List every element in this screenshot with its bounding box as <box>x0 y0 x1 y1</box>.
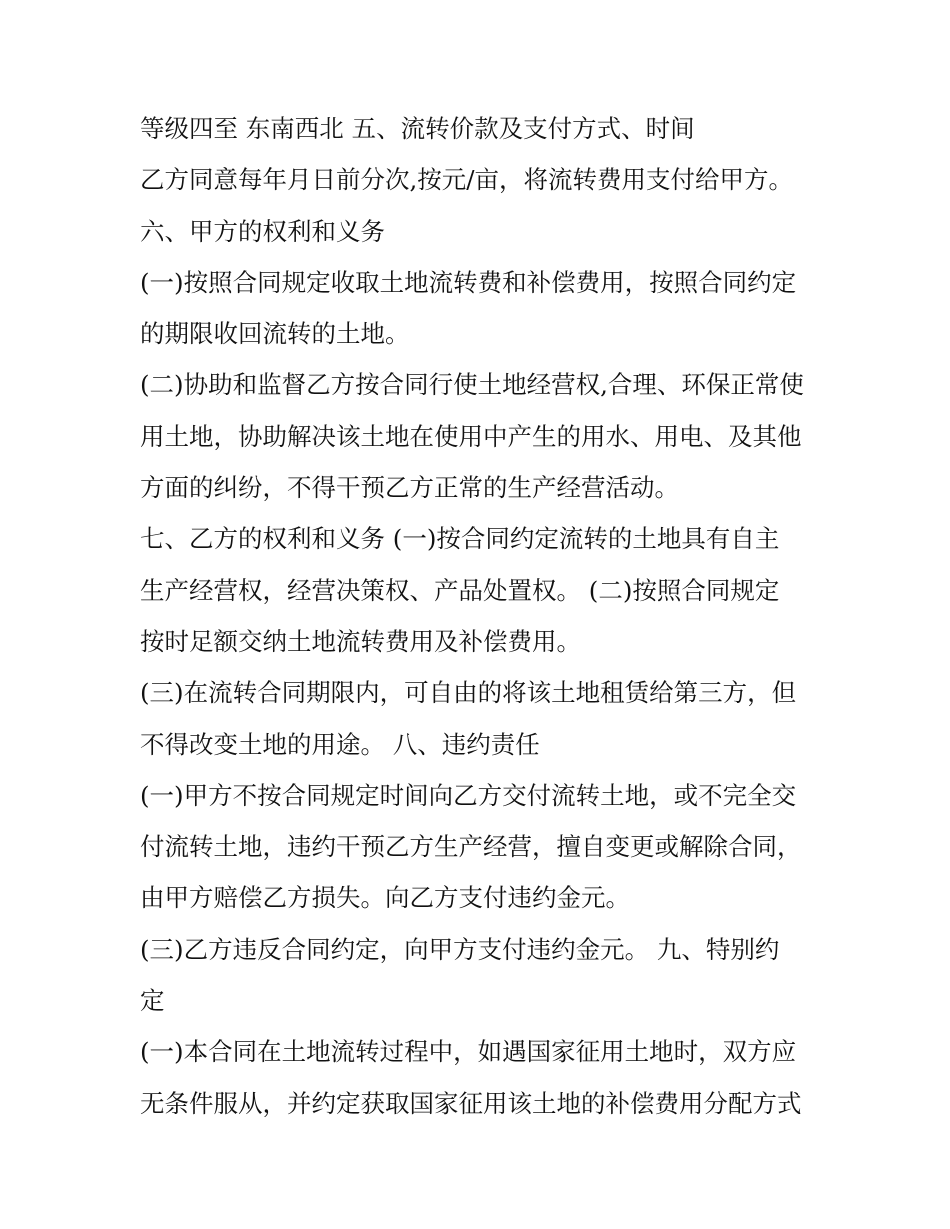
text-line: (一)按照合同规定收取土地流转费和补偿费用，按照合同约定 <box>140 267 797 297</box>
text-line: 的期限收回流转的土地。 <box>140 319 410 349</box>
document-body <box>140 108 830 1134</box>
text-line: (一)本合同在土地流转过程中，如遇国家征用土地时，双方应 <box>140 1037 797 1067</box>
text-line: 由甲方赔偿乙方损失。向乙方支付违约金元。 <box>140 883 630 913</box>
text-line: 用土地，协助解决该土地在使用中产生的用水、用电、及其他 <box>140 421 802 451</box>
text-line: (三)在流转合同期限内，可自由的将该土地租赁给第三方，但 <box>140 678 797 708</box>
text-line: 不得改变土地的用途。 八、违约责任 <box>140 729 540 759</box>
text-line: (三)乙方违反合同约定，向甲方支付违约金元。 九、特别约 <box>140 934 780 964</box>
text-line: 等级四至 东南西北 五、流转价款及支付方式、时间 <box>140 114 695 143</box>
text-line: 乙方同意每年月日前分次,按元/亩，将流转费用支付给甲方。 <box>140 165 794 195</box>
text-line: 按时足额交纳土地流转费用及补偿费用。 <box>140 626 581 656</box>
text-line: 方面的纠纷，不得干预乙方正常的生产经营活动。 <box>140 473 679 503</box>
text-line: 七、乙方的权利和义务 (一)按合同约定流转的土地具有自主 <box>140 524 780 554</box>
text-line: (一)甲方不按合同规定时间向乙方交付流转土地，或不完全交 <box>140 780 797 810</box>
text-line: (二)协助和监督乙方按合同行使土地经营权,合理、环保正常使 <box>140 370 804 400</box>
section-heading: 六、甲方的权利和义务 <box>140 216 385 246</box>
text-line: 付流转土地，违约干预乙方生产经营，擅自变更或解除合同， <box>140 832 802 862</box>
text-line: 无条件服从，并约定获取国家征用该土地的补偿费用分配方式 <box>140 1088 802 1118</box>
text-line: 定 <box>140 986 165 1016</box>
text-line: 生产经营权，经营决策权、产品处置权。 (二)按照合同规定 <box>140 575 780 605</box>
